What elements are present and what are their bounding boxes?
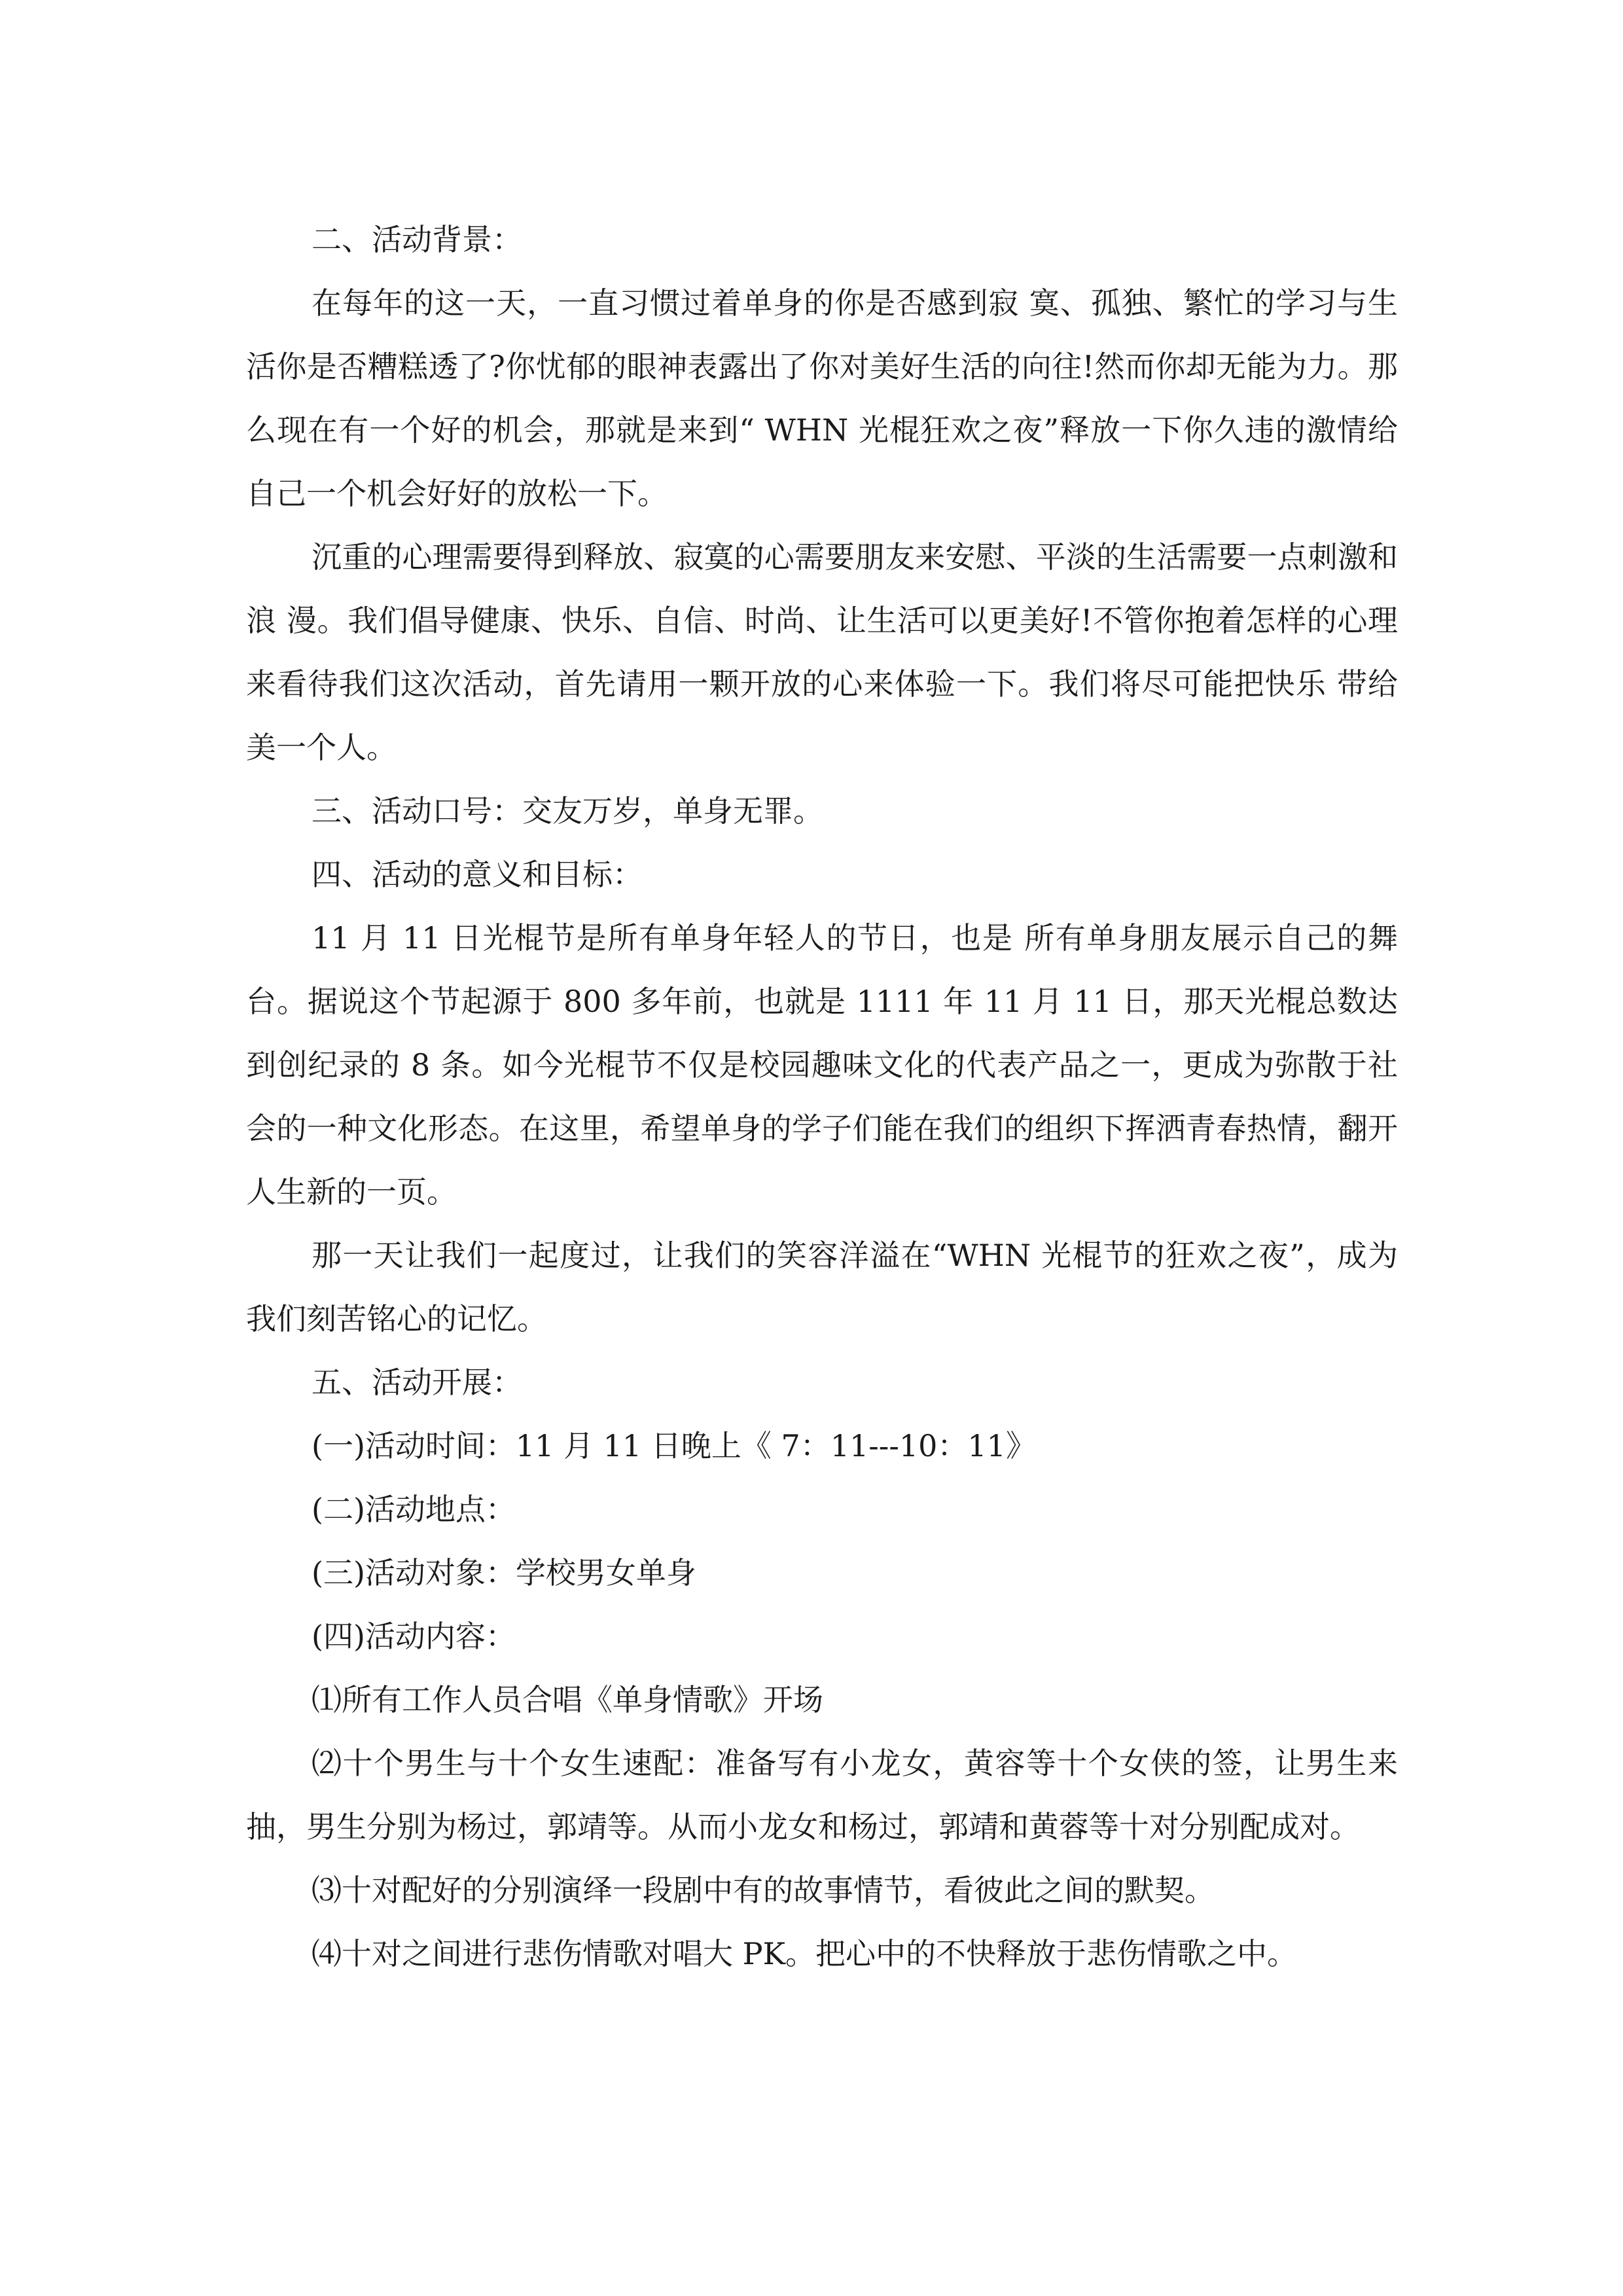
heading-activity-plan: 五、活动开展： (312, 1365, 522, 1400)
heading-slogan: 三、活动口号：交友万岁，单身无罪。 (312, 793, 823, 829)
heading-background: 二、活动背景： (312, 222, 522, 257)
paragraph-meaning-2: 那一天让我们一起度过，让我们的笑容洋溢在“WHN 光棍节的狂欢之夜”，成为我们刻苦铭心的记忆。 (246, 1238, 1398, 1336)
content-step-3: ⑶十对配好的分别演绎一段剧中有的故事情节，看彼此之间的默契。 (312, 1873, 1215, 1908)
paragraph-background-2: 沉重的心理需要得到释放、寂寞的心需要朋友来安慰、平淡的生活需要一点刺激和浪 漫。我们倡导健康、快乐、自信、时尚、让生活可以更美好!不管你抱着怎样的心理来看待我们这次活动，首先请用一颗开放的心来体验一下。我们将尽可能把快乐 带给美一个人。 (246, 539, 1398, 765)
content-step-4: ⑷十对之间进行悲伤情歌对唱大 PK。把心中的不快释放于悲伤情歌之中。 (312, 1936, 1297, 1971)
content-step-2: ⑵十个男生与十个女生速配：准备写有小龙女，黄容等十个女侠的签，让男生来抽，男生分别为杨过，郭靖等。从而小龙女和杨过，郭靖和黄蓉等十对分别配成对。 (246, 1746, 1398, 1844)
heading-meaning-goals: 四、活动的意义和目标： (312, 857, 643, 892)
paragraph-background-1: 在每年的这一天，一直习惯过着单身的你是否感到寂 寞、孤独、繁忙的学习与生活你是否糟糕透了?你忧郁的眼神表露出了你对美好生活的向往!然而你却无能为力。那么现在有一个好的机会，那就是来到“ WHN 光棍狂欢之夜”释放一下你久违的激情给自己一个机会好好的放松一下。 (246, 285, 1398, 511)
item-activity-location: (二)活动地点： (312, 1492, 516, 1527)
item-activity-content: (四)活动内容： (312, 1619, 516, 1654)
paragraph-meaning-1: 11 月 11 日光棍节是所有单身年轻人的节日，也是 所有单身朋友展示自己的舞台。据说这个节起源于 800 多年前，也就是 1111 年 11 月 11 日，那天光棍总数达到创纪录的 8 条。如今光棍节不仅是校园趣味文化的代表产品之一，更成为弥散于社会的一种文化形态。在这里，希望单身的学子们能在我们的组织下挥洒青春热情，翻开人生新的一页。 (246, 920, 1398, 1210)
item-activity-audience: (三)活动对象：学校男女单身 (312, 1555, 696, 1590)
content-step-1: ⑴所有工作人员合唱《单身情歌》开场 (312, 1682, 823, 1717)
document-body (246, 208, 1398, 1986)
item-activity-time: (一)活动时间：11 月 11 日晚上《 7：11---10：11》 (312, 1428, 1036, 1463)
